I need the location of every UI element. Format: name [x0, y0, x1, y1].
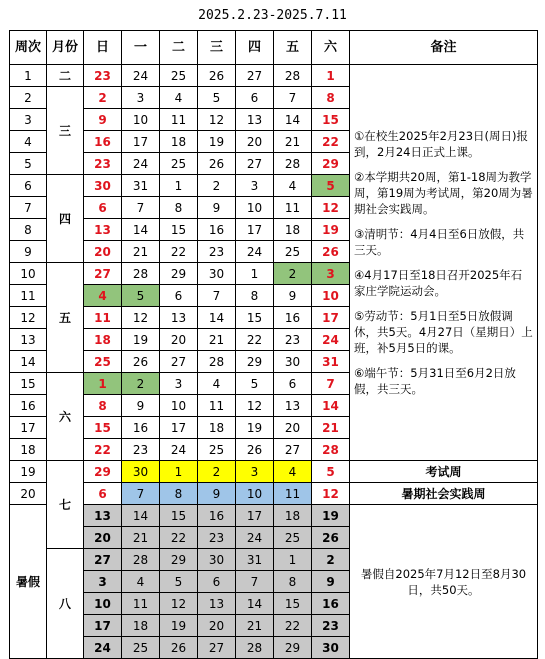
day-cell: 2 [274, 263, 312, 285]
day-cell: 20 [198, 615, 236, 637]
day-cell: 14 [122, 505, 160, 527]
header-tue: 二 [160, 31, 198, 65]
week-number: 14 [10, 351, 47, 373]
day-cell: 12 [122, 307, 160, 329]
day-cell: 30 [312, 637, 350, 659]
note-item: ⑥端午节：5月31日至6月2日放假，共三天。 [354, 366, 516, 396]
day-cell: 26 [122, 351, 160, 373]
day-cell: 13 [236, 109, 274, 131]
day-cell: 18 [160, 131, 198, 153]
day-cell: 25 [160, 153, 198, 175]
week-number: 2 [10, 87, 47, 109]
day-cell: 4 [198, 373, 236, 395]
day-cell: 15 [160, 219, 198, 241]
header-row [10, 31, 538, 65]
header-month: 月份 [47, 31, 84, 65]
day-cell: 1 [236, 263, 274, 285]
day-cell: 14 [236, 593, 274, 615]
day-cell: 11 [122, 593, 160, 615]
week-row [10, 65, 538, 87]
day-cell: 30 [122, 461, 160, 483]
day-cell: 28 [274, 65, 312, 87]
day-cell: 30 [198, 549, 236, 571]
day-cell: 4 [84, 285, 122, 307]
week-number: 20 [10, 483, 47, 505]
header-notes: 备注 [350, 31, 538, 65]
month-label: 四 [47, 175, 84, 263]
week-number: 16 [10, 395, 47, 417]
day-cell: 9 [274, 285, 312, 307]
day-cell: 8 [312, 87, 350, 109]
day-cell: 10 [236, 483, 274, 505]
week-number: 12 [10, 307, 47, 329]
notes-panel [350, 65, 538, 461]
day-cell: 23 [198, 527, 236, 549]
header-wed: 三 [198, 31, 236, 65]
day-cell: 29 [236, 351, 274, 373]
day-cell: 1 [84, 373, 122, 395]
day-cell: 25 [122, 637, 160, 659]
calendar-title: 2025.2.23-2025.7.11 [198, 8, 347, 23]
day-cell: 27 [274, 439, 312, 461]
day-cell: 23 [84, 153, 122, 175]
day-cell: 19 [236, 417, 274, 439]
day-cell: 27 [236, 65, 274, 87]
day-cell: 8 [160, 197, 198, 219]
day-cell: 16 [312, 593, 350, 615]
day-cell: 13 [198, 593, 236, 615]
day-cell: 4 [274, 175, 312, 197]
header-thu: 四 [236, 31, 274, 65]
day-cell: 26 [198, 153, 236, 175]
week-number: 4 [10, 131, 47, 153]
day-cell: 13 [84, 219, 122, 241]
day-cell: 20 [236, 131, 274, 153]
day-cell: 13 [160, 307, 198, 329]
week-number: 19 [10, 461, 47, 483]
day-cell: 29 [84, 461, 122, 483]
week-number: 6 [10, 175, 47, 197]
week-number: 5 [10, 153, 47, 175]
day-cell: 28 [122, 263, 160, 285]
day-cell: 25 [160, 65, 198, 87]
day-cell: 29 [274, 637, 312, 659]
day-cell: 17 [312, 307, 350, 329]
day-cell: 3 [236, 461, 274, 483]
day-cell: 19 [122, 329, 160, 351]
day-cell: 27 [236, 153, 274, 175]
day-cell: 6 [160, 285, 198, 307]
day-cell: 7 [236, 571, 274, 593]
day-cell: 29 [160, 549, 198, 571]
day-cell: 21 [274, 131, 312, 153]
month-label: 七 [47, 461, 84, 549]
day-cell: 29 [160, 263, 198, 285]
day-cell: 2 [122, 373, 160, 395]
day-cell: 6 [236, 87, 274, 109]
day-cell: 5 [312, 461, 350, 483]
day-cell: 12 [236, 395, 274, 417]
day-cell: 5 [236, 373, 274, 395]
day-cell: 28 [122, 549, 160, 571]
week-row [10, 461, 538, 483]
day-cell: 10 [84, 593, 122, 615]
day-cell: 8 [274, 571, 312, 593]
day-cell: 9 [312, 571, 350, 593]
day-cell: 11 [198, 395, 236, 417]
day-cell: 4 [274, 461, 312, 483]
day-cell: 5 [122, 285, 160, 307]
day-cell: 24 [312, 329, 350, 351]
day-cell: 2 [312, 549, 350, 571]
day-cell: 2 [198, 175, 236, 197]
day-cell: 22 [312, 131, 350, 153]
day-cell: 20 [160, 329, 198, 351]
day-cell: 21 [236, 615, 274, 637]
day-cell: 7 [122, 483, 160, 505]
day-cell: 14 [198, 307, 236, 329]
day-cell: 11 [274, 197, 312, 219]
day-cell: 1 [274, 549, 312, 571]
week-number: 13 [10, 329, 47, 351]
day-cell: 19 [160, 615, 198, 637]
day-cell: 23 [312, 615, 350, 637]
school-calendar-table [9, 30, 538, 659]
week-number: 11 [10, 285, 47, 307]
day-cell: 15 [84, 417, 122, 439]
week-number: 7 [10, 197, 47, 219]
day-cell: 31 [236, 549, 274, 571]
day-cell: 6 [84, 483, 122, 505]
day-cell: 30 [84, 175, 122, 197]
day-cell: 19 [198, 131, 236, 153]
day-cell: 5 [312, 175, 350, 197]
day-cell: 18 [274, 505, 312, 527]
week-row [10, 505, 538, 527]
week-number: 18 [10, 439, 47, 461]
day-cell: 19 [312, 219, 350, 241]
day-cell: 16 [198, 505, 236, 527]
header-sat: 六 [312, 31, 350, 65]
day-cell: 27 [84, 549, 122, 571]
day-cell: 13 [274, 395, 312, 417]
note-item: ②本学期共20周，第1-18周为教学周，第19周为考试周，第20周为暑期社会实践周。 [354, 170, 533, 216]
header-sun: 日 [84, 31, 122, 65]
day-cell: 20 [274, 417, 312, 439]
day-cell: 24 [122, 153, 160, 175]
day-cell: 7 [312, 373, 350, 395]
day-cell: 22 [84, 439, 122, 461]
day-cell: 11 [84, 307, 122, 329]
day-cell: 27 [198, 637, 236, 659]
summer-label: 暑假 [10, 505, 47, 659]
month-label: 六 [47, 373, 84, 461]
day-cell: 26 [160, 637, 198, 659]
day-cell: 26 [312, 241, 350, 263]
day-cell: 7 [198, 285, 236, 307]
day-cell: 23 [198, 241, 236, 263]
month-label: 八 [47, 549, 84, 659]
day-cell: 15 [274, 593, 312, 615]
day-cell: 22 [160, 241, 198, 263]
day-cell: 28 [312, 439, 350, 461]
day-cell: 1 [160, 461, 198, 483]
day-cell: 27 [84, 263, 122, 285]
day-cell: 16 [198, 219, 236, 241]
day-cell: 31 [122, 175, 160, 197]
day-cell: 6 [198, 571, 236, 593]
day-cell: 14 [312, 395, 350, 417]
day-cell: 22 [236, 329, 274, 351]
day-cell: 24 [84, 637, 122, 659]
day-cell: 2 [84, 87, 122, 109]
day-cell: 5 [160, 571, 198, 593]
day-cell: 27 [160, 351, 198, 373]
day-cell: 25 [274, 527, 312, 549]
day-cell: 23 [122, 439, 160, 461]
day-cell: 22 [274, 615, 312, 637]
day-cell: 26 [236, 439, 274, 461]
day-cell: 28 [274, 153, 312, 175]
day-cell: 3 [160, 373, 198, 395]
day-cell: 6 [84, 197, 122, 219]
day-cell: 8 [236, 285, 274, 307]
day-cell: 25 [84, 351, 122, 373]
day-cell: 17 [160, 417, 198, 439]
day-cell: 23 [274, 329, 312, 351]
day-cell: 12 [160, 593, 198, 615]
day-cell: 20 [84, 241, 122, 263]
week-number: 17 [10, 417, 47, 439]
day-cell: 17 [236, 505, 274, 527]
week-number: 3 [10, 109, 47, 131]
day-cell: 28 [198, 351, 236, 373]
day-cell: 12 [312, 197, 350, 219]
day-cell: 18 [122, 615, 160, 637]
day-cell: 15 [160, 505, 198, 527]
day-cell: 3 [84, 571, 122, 593]
month-label: 二 [47, 65, 84, 87]
day-cell: 26 [312, 527, 350, 549]
day-cell: 30 [274, 351, 312, 373]
day-cell: 10 [122, 109, 160, 131]
day-cell: 24 [236, 241, 274, 263]
day-cell: 24 [160, 439, 198, 461]
month-label: 三 [47, 87, 84, 175]
week-number: 15 [10, 373, 47, 395]
week-number: 10 [10, 263, 47, 285]
day-cell: 3 [236, 175, 274, 197]
day-cell: 30 [198, 263, 236, 285]
day-cell: 8 [160, 483, 198, 505]
day-cell: 14 [274, 109, 312, 131]
day-cell: 15 [236, 307, 274, 329]
day-cell: 10 [236, 197, 274, 219]
day-cell: 10 [160, 395, 198, 417]
day-cell: 20 [84, 527, 122, 549]
day-cell: 21 [122, 241, 160, 263]
month-label: 五 [47, 263, 84, 373]
week-number: 9 [10, 241, 47, 263]
day-cell: 17 [236, 219, 274, 241]
day-cell: 25 [274, 241, 312, 263]
day-cell: 25 [198, 439, 236, 461]
day-cell: 26 [198, 65, 236, 87]
day-cell: 9 [122, 395, 160, 417]
header-mon: 一 [122, 31, 160, 65]
week-number: 1 [10, 65, 47, 87]
day-cell: 24 [236, 527, 274, 549]
day-cell: 16 [122, 417, 160, 439]
day-cell: 1 [312, 65, 350, 87]
day-cell: 21 [312, 417, 350, 439]
day-cell: 29 [312, 153, 350, 175]
day-cell: 3 [122, 87, 160, 109]
day-cell: 31 [312, 351, 350, 373]
header-fri: 五 [274, 31, 312, 65]
summer-note: 暑假自2025年7月12日至8月30日，共50天。 [350, 505, 538, 659]
day-cell: 24 [122, 65, 160, 87]
day-cell: 21 [198, 329, 236, 351]
day-cell: 3 [312, 263, 350, 285]
note-item: ⑤劳动节：5月1日至5日放假调休，共5天。4月27日（星期日）上班，补5月5日的课。 [354, 309, 533, 355]
day-cell: 7 [122, 197, 160, 219]
note-item: ①在校生2025年2月23日(周日)报到，2月24日正式上课。 [354, 129, 528, 159]
day-cell: 11 [160, 109, 198, 131]
day-cell: 18 [274, 219, 312, 241]
day-cell: 16 [274, 307, 312, 329]
day-cell: 6 [274, 373, 312, 395]
day-cell: 9 [198, 483, 236, 505]
day-cell: 5 [198, 87, 236, 109]
day-cell: 18 [84, 329, 122, 351]
day-cell: 16 [84, 131, 122, 153]
day-cell: 17 [84, 615, 122, 637]
day-cell: 9 [198, 197, 236, 219]
day-cell: 18 [198, 417, 236, 439]
day-cell: 8 [84, 395, 122, 417]
day-cell: 10 [312, 285, 350, 307]
day-cell: 17 [122, 131, 160, 153]
day-cell: 12 [312, 483, 350, 505]
day-cell: 2 [198, 461, 236, 483]
day-cell: 7 [274, 87, 312, 109]
note-item: ③清明节：4月4日至6日放假，共三天。 [354, 227, 525, 257]
exam-week-label: 考试周 [350, 461, 538, 483]
day-cell: 4 [122, 571, 160, 593]
day-cell: 28 [236, 637, 274, 659]
day-cell: 22 [160, 527, 198, 549]
day-cell: 1 [160, 175, 198, 197]
day-cell: 9 [84, 109, 122, 131]
header-week: 周次 [10, 31, 47, 65]
week-number: 8 [10, 219, 47, 241]
week-row [10, 483, 538, 505]
day-cell: 12 [198, 109, 236, 131]
day-cell: 4 [160, 87, 198, 109]
day-cell: 23 [84, 65, 122, 87]
day-cell: 11 [274, 483, 312, 505]
day-cell: 15 [312, 109, 350, 131]
note-item: ④4月17日至18日召开2025年石家庄学院运动会。 [354, 268, 523, 298]
day-cell: 19 [312, 505, 350, 527]
practice-week-label: 暑期社会实践周 [350, 483, 538, 505]
day-cell: 21 [122, 527, 160, 549]
day-cell: 14 [122, 219, 160, 241]
day-cell: 13 [84, 505, 122, 527]
